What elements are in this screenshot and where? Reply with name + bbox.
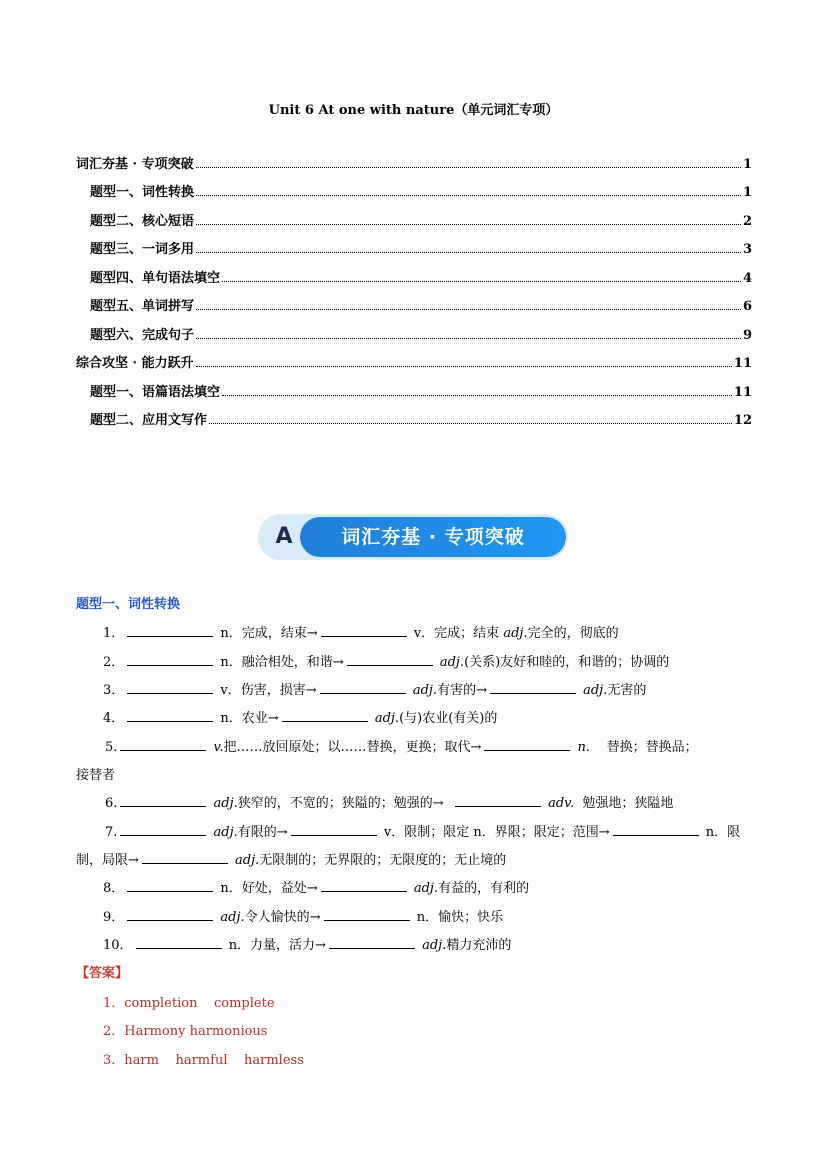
question-5: 5. v.把……放回原处；以……替换，更换；取代→ n. 替换；替换品； [105, 740, 698, 755]
page-title: Unit 6 At one with nature（单元词汇专项） [268, 103, 559, 118]
answer-blank[interactable] [291, 823, 377, 836]
answer-line: 2．Harmony harmonious [103, 1024, 268, 1039]
answer-blank[interactable] [127, 908, 213, 921]
answer-heading: 【答案】 [76, 966, 129, 981]
answer-blank[interactable] [120, 794, 206, 807]
answer-blank[interactable] [321, 879, 407, 892]
toc-item[interactable]: 题型二、应用文写作 12 [90, 413, 752, 428]
answer-blank[interactable] [127, 653, 213, 666]
question-9: 9． adj.令人愉快的→ n．愉快；快乐 [103, 910, 504, 925]
banner-letter: A [275, 524, 293, 549]
answer-blank[interactable] [120, 738, 206, 751]
answer-blank[interactable] [484, 738, 570, 751]
answer-blank[interactable] [490, 681, 576, 694]
toc-item[interactable]: 题型五、单词拼写 6 [90, 299, 752, 314]
toc-item[interactable]: 题型六、完成句子 9 [90, 328, 752, 343]
answer-blank[interactable] [347, 653, 433, 666]
answer-blank[interactable] [320, 681, 406, 694]
question-1: 1． n．完成，结束→ v．完成；结束 adj.完全的，彻底的 [103, 626, 619, 641]
answer-blank[interactable] [142, 851, 228, 864]
answer-blank[interactable] [455, 794, 541, 807]
question-10: 10． n．力量，活力→ adj.精力充沛的 [103, 938, 512, 953]
section-banner [258, 514, 568, 560]
toc-item[interactable]: 题型四、单句语法填空 4 [90, 271, 752, 286]
answer-line: 1．completion complete [103, 996, 275, 1011]
question-7: 7. adj.有限的→ v．限制；限定 n．界限；限定；范围→ n．限 [105, 825, 741, 840]
section-heading: 题型一、词性转换 [76, 597, 181, 612]
answer-blank[interactable] [127, 681, 213, 694]
toc-item[interactable]: 综合攻坚 · 能力跃升 11 [76, 356, 752, 371]
toc-item[interactable]: 题型一、词性转换 1 [90, 185, 752, 200]
answer-blank[interactable] [127, 624, 213, 637]
question-4: 4． n．农业→ adj.(与)农业(有关)的 [103, 711, 498, 726]
toc-item[interactable]: 题型三、一词多用 3 [90, 242, 752, 257]
answer-blank[interactable] [136, 936, 222, 949]
answer-blank[interactable] [127, 709, 213, 722]
question-2: 2． n．融洽相处，和谐→ adj.(关系)友好和睦的，和谐的；协调的 [103, 655, 670, 670]
answer-blank[interactable] [127, 879, 213, 892]
answer-blank[interactable] [324, 908, 410, 921]
answer-blank[interactable] [282, 709, 368, 722]
answer-blank[interactable] [120, 823, 206, 836]
toc-item[interactable]: 题型一、语篇语法填空 11 [90, 385, 752, 400]
question-7-cont: 制，局限→ adj.无限制的；无界限的；无限度的；无止境的 [76, 853, 507, 868]
answer-blank[interactable] [321, 624, 407, 637]
answer-blank[interactable] [613, 823, 699, 836]
toc-item[interactable]: 题型二、核心短语 2 [90, 214, 752, 229]
toc-item[interactable]: 词汇夯基 · 专项突破 1 [76, 157, 752, 172]
question-5-cont: 接替者 [76, 768, 116, 783]
question-6: 6. adj.狭窄的，不宽的；狭隘的；勉强的→ adv. 勉强地；狭隘地 [105, 796, 674, 811]
question-8: 8． n．好处，益处→ adj.有益的，有利的 [103, 881, 530, 896]
answer-line: 3．harm harmful harmless [103, 1053, 304, 1068]
answer-blank[interactable] [329, 936, 415, 949]
question-3: 3． v．伤害，损害→ adj.有害的→ adj.无害的 [103, 683, 647, 698]
banner-text: 词汇夯基 · 专项突破 [300, 517, 566, 557]
